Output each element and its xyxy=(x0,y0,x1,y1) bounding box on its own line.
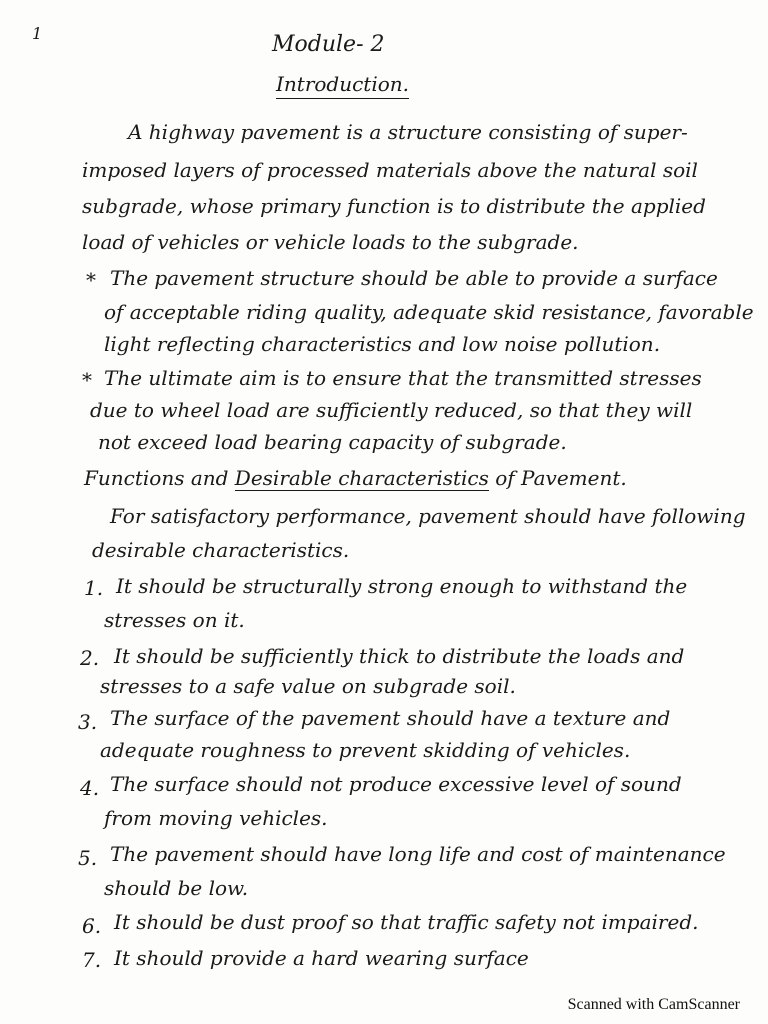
list-number: 7. xyxy=(82,948,102,972)
list-item-line: It should be dust proof so that traffic safety not impaired. xyxy=(114,910,699,934)
bullet-marker: * xyxy=(86,268,96,292)
bullet-line: of acceptable riding quality, adequate skid resistance, favorable xyxy=(104,300,754,324)
list-number: 2. xyxy=(80,646,100,670)
intro-line: A highway pavement is a structure consisting of super- xyxy=(128,120,688,144)
bullet-line: due to wheel load are sufficiently reduced, so that they will xyxy=(90,398,693,422)
bullet-line: The ultimate aim is to ensure that the transmitted stresses xyxy=(104,366,702,390)
bullet-line: light reflecting characteristics and low noise pollution. xyxy=(104,332,661,356)
lead-in-line: For satisfactory performance, pavement should have following xyxy=(110,504,746,528)
list-item-line: The pavement should have long life and cost of maintenance xyxy=(110,842,726,866)
list-number: 5. xyxy=(78,846,98,870)
subheading-text: Functions and xyxy=(84,466,235,490)
section-title: Introduction. xyxy=(276,72,409,99)
scanner-watermark: Scanned with CamScanner xyxy=(567,996,740,1013)
intro-line: subgrade, whose primary function is to distribute the applied xyxy=(82,194,706,218)
list-item-line: The surface of the pavement should have a texture and xyxy=(110,706,671,730)
list-item-line: adequate roughness to prevent skidding of vehicles. xyxy=(100,738,631,762)
bullet-line: The pavement structure should be able to provide a surface xyxy=(110,266,718,290)
subheading xyxy=(84,468,627,488)
list-item-line: from moving vehicles. xyxy=(104,806,328,830)
intro-line: load of vehicles or vehicle loads to the subgrade. xyxy=(82,230,579,254)
intro-line: imposed layers of processed materials above the natural soil xyxy=(82,158,698,182)
subheading-underlined-text: Desirable characteristics xyxy=(234,466,489,490)
bullet-marker: * xyxy=(82,368,92,392)
list-item-line: The surface should not produce excessive level of sound xyxy=(110,772,682,796)
list-item-line: It should be structurally strong enough to withstand the xyxy=(116,574,688,598)
lead-in-line: desirable characteristics. xyxy=(92,538,350,562)
page-number: 1 xyxy=(32,24,43,43)
list-number: 4. xyxy=(80,776,100,800)
module-title: Module- 2 xyxy=(272,32,385,57)
list-number: 3. xyxy=(78,710,98,734)
list-item-line: It should provide a hard wearing surface xyxy=(114,946,529,970)
list-number: 6. xyxy=(82,914,102,938)
list-item-line: should be low. xyxy=(104,876,249,900)
bullet-line: not exceed load bearing capacity of subgrade. xyxy=(98,430,567,454)
list-item-line: stresses on it. xyxy=(104,608,245,632)
list-item-line: stresses to a safe value on subgrade soil. xyxy=(100,674,516,698)
list-number: 1. xyxy=(84,576,104,600)
subheading-text: of Pavement. xyxy=(488,466,627,490)
list-item-line: It should be sufficiently thick to distribute the loads and xyxy=(114,644,685,668)
